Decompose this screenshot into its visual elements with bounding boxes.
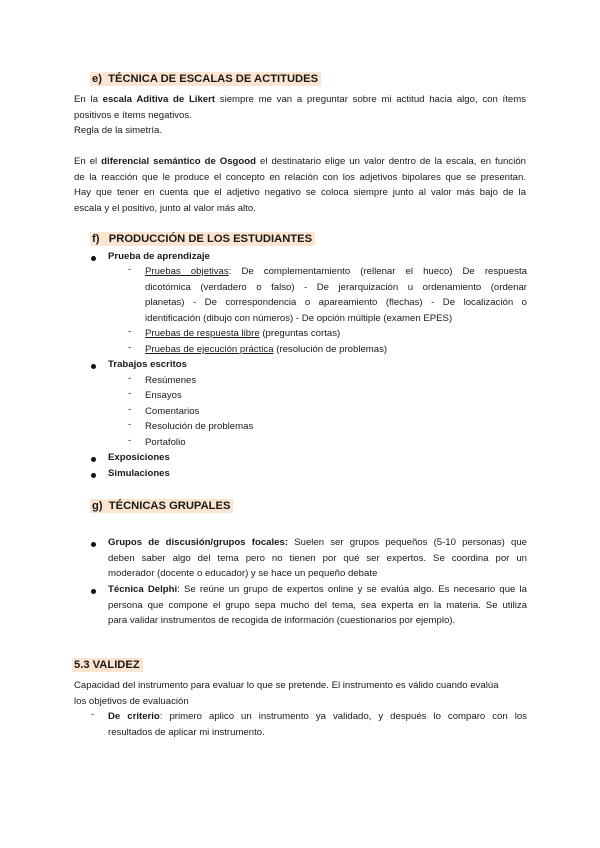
bullet-icon [91,542,96,547]
pruebas-objetivas-item: Pruebas objetivas: De complementamiento (rellenar el hueco) De respuesta dicotómica (verdadero o falso) - De jerarquización u ordenamiento (ordenar planetas) - De correspondencia o apareamiento (flechas) - De localización o identificación (dibujo con números) - De opción múltiple (examen EPES) [145,266,527,324]
simulaciones: Simulaciones [108,468,170,479]
dash-icon: - [128,326,132,337]
dash-icon: - [128,264,132,275]
trabajos-escritos: Trabajos escritos [108,359,187,370]
criterio-item: De criterio: primero aplico un instrumento ya validado, y después lo comparo con los resultados de aplicar mi instrumento. [108,711,527,738]
bullet-icon [91,589,96,594]
dash-icon: - [128,419,132,430]
dash-icon: - [128,373,132,384]
bullet-icon [91,457,96,462]
section-e-heading: e) TÉCNICA DE ESCALAS DE ACTITUDES [90,73,321,85]
trabajo-item: Ensayos [145,390,182,401]
trabajo-item: Resolución de problemas [145,421,254,432]
prueba-aprendizaje: Prueba de aprendizaje [108,251,210,262]
grupos-discusion-item: Grupos de discusión/grupos focales: Suelen ser grupos pequeños (5-10 personas) que deben saber algo del tema pero no tienen por qué ser expertos. Se coordina por un moderador (docente o educador) y se hace un pequeño debate [108,537,527,579]
tecnica-delphi-item: Técnica Delphi: Se reúne un grupo de expertos online y se evalúa algo. Es necesario que la persona que compone el grupo sepa mucho del tema, sea experta en la materia. Se utiliza para validar instrumentos de recogida de información (cuestionarios por ejemplo). [108,584,527,626]
osgood-paragraph: En el diferencial semántico de Osgood el destinatario elige un valor dentro de la escala, en función de la reacción que le produce el concepto en relación con los adjetivos bipolares que se presentan. Hay que tener en cuenta que el adjetivo negativo se coloca siempre junto al valor más bajo de la escala y el positivo, junto al valor más alto. [74,156,526,214]
bullet-icon [91,256,96,261]
dash-icon: - [128,342,132,353]
dash-icon: - [128,404,132,415]
trabajo-item: Portafolio [145,437,186,448]
ejecucion-practica-item: Pruebas de ejecución práctica (resolución de problemas) [145,344,388,355]
trabajo-item: Comentarios [145,406,200,417]
section-g-heading: g) TÉCNICAS GRUPALES [90,500,233,512]
dash-icon: - [128,435,132,446]
validez-paragraph: Capacidad del instrumento para evaluar lo que se pretende. El instrumento es válido cuando evalúa los objetivos de evaluación [74,680,499,707]
likert-paragraph: En la escala Aditiva de Likert siempre me van a preguntar sobre mi actitud hacia algo, con ítems positivos e ítems negativos. Regla de la simetría. [74,94,526,136]
dash-icon: - [91,709,95,720]
bullet-icon [91,473,96,478]
exposiciones: Exposiciones [108,452,170,463]
section-f-heading: f) PRODUCCIÓN DE LOS ESTUDIANTES [90,233,315,245]
validez-heading: 5.3 VALIDEZ [72,659,143,671]
dash-icon: - [128,388,132,399]
bullet-icon [91,364,96,369]
respuesta-libre-item: Pruebas de respuesta libre (preguntas cortas) [145,328,341,339]
trabajo-item: Resúmenes [145,375,197,386]
